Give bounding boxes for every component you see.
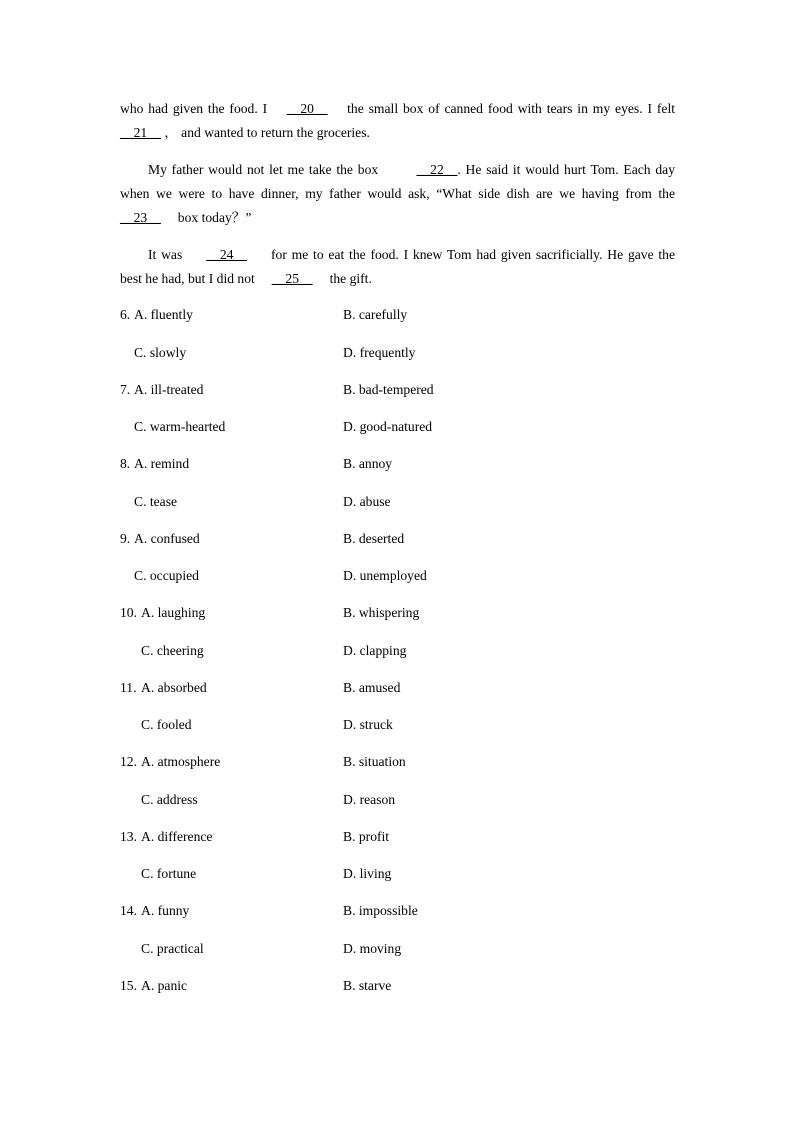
passage-line — [120, 97, 675, 121]
blank-21: __21__ — [120, 125, 161, 140]
passage-line — [120, 267, 675, 291]
option-d: D. good-natured — [343, 419, 433, 434]
option-c: C. fortune — [141, 866, 197, 881]
option-a: A. funny — [141, 903, 190, 918]
option-b: B. deserted — [343, 531, 405, 546]
option-c: C. cheering — [141, 643, 204, 658]
passage-text: who had given the food. I — [120, 101, 268, 116]
passage-text: . He said it would hurt Tom. Each day — [457, 162, 675, 177]
option-b: B. impossible — [343, 903, 418, 918]
question-12-row-2 — [0, 790, 794, 810]
question-13-row-2 — [0, 864, 794, 884]
option-d: D. frequently — [343, 345, 416, 360]
passage-line — [120, 121, 675, 145]
question-number: 13. — [120, 829, 137, 844]
question-number: 14. — [120, 903, 137, 918]
option-d: D. unemployed — [343, 568, 427, 583]
option-a: A. confused — [134, 531, 200, 546]
passage-text: box today？” — [177, 210, 252, 225]
question-14-row-2 — [0, 939, 794, 959]
option-c: C. occupied — [134, 568, 199, 583]
blank-24: __24__ — [206, 247, 248, 262]
question-13-row-1 — [0, 827, 794, 847]
question-6-row-1 — [0, 305, 794, 325]
option-d: D. struck — [343, 717, 393, 732]
question-15-row-1 — [0, 976, 794, 996]
option-a: A. difference — [141, 829, 213, 844]
question-6-row-2 — [0, 343, 794, 363]
passage-text: best he had, but I did not — [120, 271, 255, 286]
option-c: C. slowly — [134, 345, 187, 360]
passage-line — [120, 158, 675, 182]
option-a: A. fluently — [134, 307, 193, 322]
option-d: D. living — [343, 866, 392, 881]
option-c: C. tease — [134, 494, 178, 509]
passage-text: ， and wanted to return the groceries. — [164, 125, 370, 140]
option-a: A. remind — [134, 456, 190, 471]
question-number: 9. — [120, 531, 131, 546]
passage-text: for me to eat the food. I knew Tom had given sacrificially. He gave the — [271, 247, 676, 262]
blank-22: __22__ — [416, 162, 458, 177]
question-9-row-2 — [0, 566, 794, 586]
question-10-row-2 — [0, 641, 794, 661]
option-c: C. fooled — [141, 717, 192, 732]
question-number: 10. — [120, 605, 137, 620]
option-b: B. bad-tempered — [343, 382, 434, 397]
option-b: B. profit — [343, 829, 390, 844]
option-b: B. annoy — [343, 456, 393, 471]
blank-23: __23__ — [120, 210, 161, 225]
question-number: 8. — [120, 456, 131, 471]
option-d: D. clapping — [343, 643, 407, 658]
option-c: C. warm-hearted — [134, 419, 226, 434]
option-c: C. practical — [141, 941, 204, 956]
question-7-row-2 — [0, 417, 794, 437]
question-number: 15. — [120, 978, 137, 993]
question-number: 6. — [120, 307, 131, 322]
option-b: B. amused — [343, 680, 401, 695]
question-8-row-1 — [0, 454, 794, 474]
question-9-row-1 — [0, 529, 794, 549]
option-d: D. reason — [343, 792, 396, 807]
option-d: D. abuse — [343, 494, 391, 509]
passage-text: My father would not let me take the box — [148, 162, 379, 177]
question-14-row-1 — [0, 901, 794, 921]
option-b: B. starve — [343, 978, 392, 993]
passage-paragraph-2 — [120, 158, 675, 230]
question-7-row-1 — [0, 380, 794, 400]
passage-paragraph-3 — [120, 243, 675, 291]
question-number: 12. — [120, 754, 137, 769]
question-number: 11. — [120, 680, 137, 695]
option-a: A. atmosphere — [141, 754, 221, 769]
passage-text: the gift. — [329, 271, 372, 286]
passage-text: when we were to have dinner, my father would ask, “What side dish are we having from the — [120, 186, 675, 201]
option-a: A. ill-treated — [134, 382, 204, 397]
passage-line — [120, 206, 675, 230]
option-a: A. absorbed — [141, 680, 207, 695]
option-a: A. laughing — [141, 605, 206, 620]
passage-line — [120, 243, 675, 267]
option-b: B. whispering — [343, 605, 420, 620]
option-d: D. moving — [343, 941, 402, 956]
question-11-row-2 — [0, 715, 794, 735]
question-number: 7. — [120, 382, 131, 397]
passage-text: the small box of canned food with tears in my eyes. I felt — [347, 101, 676, 116]
question-8-row-2 — [0, 492, 794, 512]
option-b: B. situation — [343, 754, 406, 769]
option-c: C. address — [141, 792, 198, 807]
passage-text: It was — [148, 247, 183, 262]
question-10-row-1 — [0, 603, 794, 623]
passage-line — [120, 182, 675, 206]
blank-25: __25__ — [271, 271, 313, 286]
option-a: A. panic — [141, 978, 188, 993]
question-11-row-1 — [0, 678, 794, 698]
passage-paragraph-1 — [120, 97, 675, 145]
blank-20: __20__ — [286, 101, 328, 116]
option-b: B. carefully — [343, 307, 408, 322]
question-12-row-1 — [0, 752, 794, 772]
